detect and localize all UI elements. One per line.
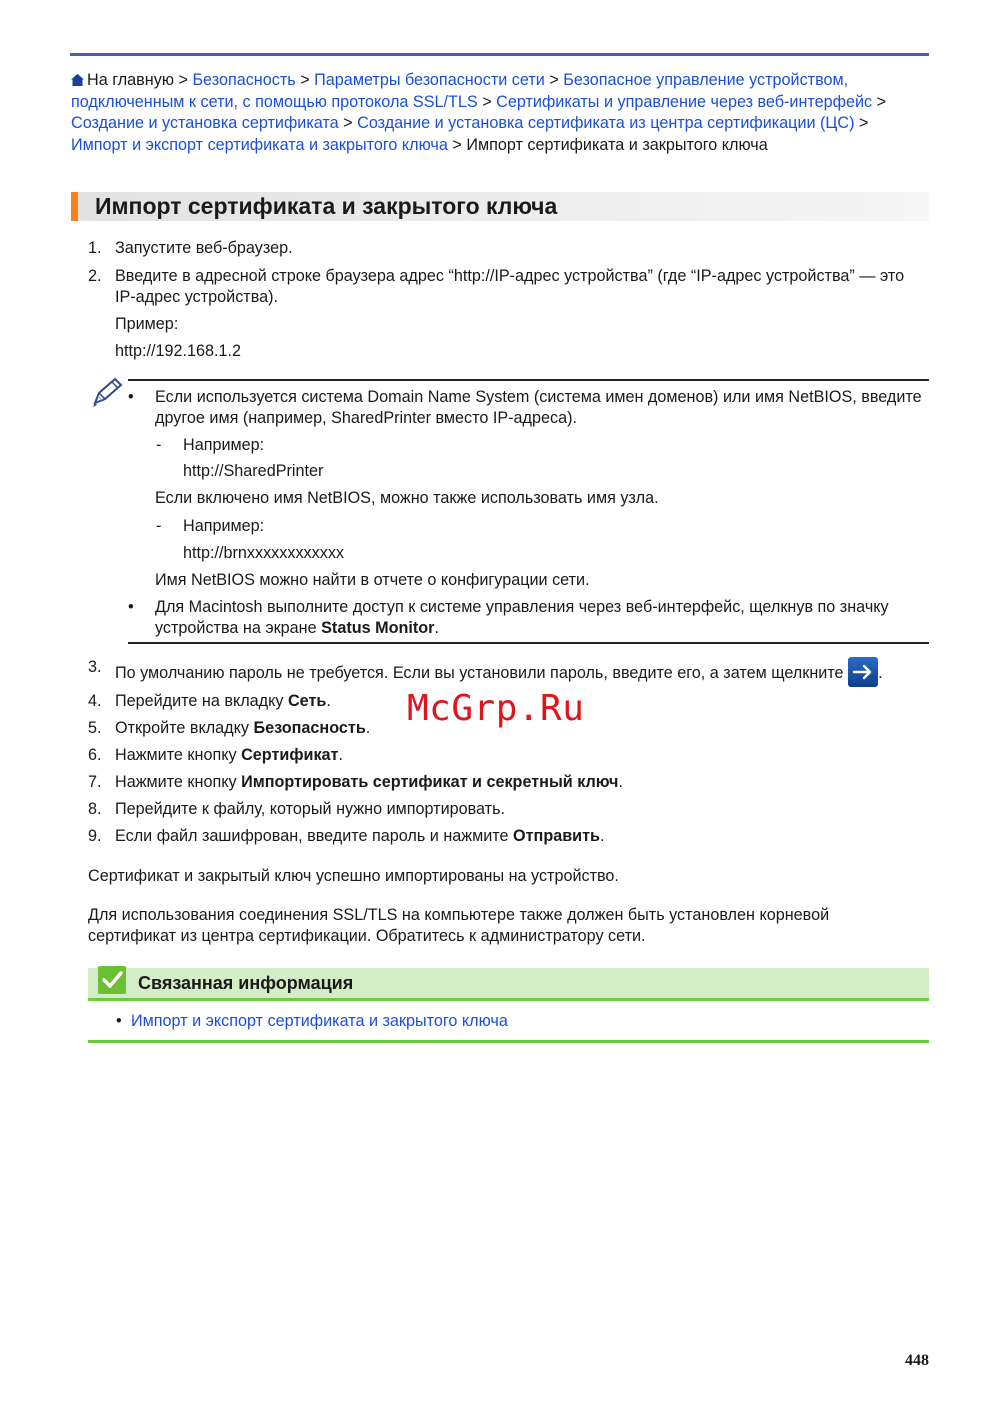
watermark: McGrp.Ru <box>407 688 585 729</box>
breadcrumb-separator: > <box>858 114 869 132</box>
breadcrumb-current: Импорт сертификата и закрытого ключа <box>466 135 768 154</box>
related-info-end-rule <box>88 1040 929 1043</box>
example-url: http://192.168.1.2 <box>115 342 242 360</box>
submit-button-label: Отправить <box>513 827 600 845</box>
step-text: Перейдите к файлу, который нужно импортировать. <box>115 800 506 818</box>
breadcrumb-link-security[interactable]: Безопасность <box>192 71 296 89</box>
step-number: 6. <box>88 746 102 764</box>
note-bullet-1: Если используется система Domain Name System (система имен доменов) или имя NetBIOS, введите другое имя (например, SharedPrinter вместо IP-адреса). <box>155 388 922 427</box>
related-link-import-export[interactable]: Импорт и экспорт сертификата и закрытого ключа <box>131 1012 508 1030</box>
submit-arrow-button[interactable] <box>848 657 878 687</box>
note-example-label-1: Например: <box>183 436 265 454</box>
breadcrumb-separator: > <box>876 92 887 111</box>
note-example-label-2: Например: <box>183 517 265 535</box>
step-text-end: . <box>326 692 331 710</box>
step-number: 9. <box>88 827 102 845</box>
step-text-end: . <box>618 773 623 791</box>
checkmark-icon <box>98 966 126 994</box>
breadcrumb-link-create-install[interactable]: Создание и установка сертификата <box>71 114 339 132</box>
note-bullet-2-end: . <box>434 619 439 637</box>
breadcrumb-link-import-export[interactable]: Импорт и экспорт сертификата и закрытого ключа <box>71 135 448 154</box>
related-info-title: Связанная информация <box>138 973 354 993</box>
step-number: 5. <box>88 719 102 737</box>
breadcrumb-link-network-security[interactable]: Параметры безопасности сети <box>314 71 545 89</box>
note-find-text: Имя NetBIOS можно найти в отчете о конфигурации сети. <box>155 571 590 589</box>
step-number: 3. <box>88 658 102 676</box>
step-number: 7. <box>88 773 102 791</box>
home-icon <box>71 74 84 86</box>
security-tab-label: Безопасность <box>253 719 366 737</box>
note-dash: - <box>156 517 162 535</box>
title-accent <box>71 192 78 221</box>
note-bullet: • <box>128 598 134 616</box>
pencil-icon <box>90 376 124 410</box>
result-text: Сертификат и закрытый ключ успешно импортированы на устройство. <box>88 867 619 885</box>
breadcrumb <box>71 70 929 156</box>
status-monitor-label: Status Monitor <box>321 619 435 637</box>
network-tab-label: Сеть <box>287 692 327 710</box>
step-text: По умолчанию пароль не требуется. Если вы установили пароль, введите его, а затем щелкните <box>115 664 844 682</box>
breadcrumb-home: На главную <box>87 71 174 89</box>
page-title-bar <box>71 192 929 221</box>
note-bullet: • <box>128 388 134 406</box>
breadcrumb-separator: > <box>452 135 462 154</box>
note-bullet-2 <box>155 597 925 639</box>
breadcrumb-separator: > <box>482 92 492 111</box>
breadcrumb-separator: > <box>300 71 310 89</box>
step-number: 1. <box>88 239 102 257</box>
step-number: 4. <box>88 692 102 710</box>
note-netbios-text: Если включено имя NetBIOS, можно также использовать имя узла. <box>155 489 659 507</box>
breadcrumb-separator: > <box>178 71 188 89</box>
example-label: Пример: <box>115 315 179 333</box>
step-text: Откройте вкладку <box>115 719 254 737</box>
arrow-right-icon <box>851 660 875 684</box>
step-text-end: . <box>338 746 343 764</box>
step-number: 2. <box>88 267 102 285</box>
related-bullet: • <box>116 1012 122 1030</box>
step-text-end: . <box>365 719 371 737</box>
step-text: Запустите веб-браузер. <box>115 239 293 257</box>
breadcrumb-separator: > <box>343 114 353 132</box>
ssl-info-text: Для использования соединения SSL/TLS на компьютере также должен быть установлен корневой сертификат из центра сертификации. Обратитесь к администратору сети. <box>88 906 830 945</box>
step-text: Если файл зашифрован, введите пароль и нажмите <box>115 827 514 845</box>
breadcrumb-link-ssl-management[interactable]: Безопасное управление устройством, подключенным к сети, с помощью протокола SSL/TLS <box>71 71 849 111</box>
top-rule <box>70 53 929 56</box>
step-text: Перейдите на вкладку <box>115 692 288 710</box>
related-info-rule <box>88 998 929 1001</box>
note-bullet-2-text: Для Macintosh выполните доступ к системе управления через веб-интерфейс, щелкнув по значку устройства на экране <box>155 598 889 637</box>
step-text-end: . <box>600 827 605 845</box>
note-example-url-1: http://SharedPrinter <box>183 462 324 480</box>
step-text: Нажмите кнопку <box>115 746 242 764</box>
import-button-label: Импортировать сертификат и секретный ключ <box>241 773 619 791</box>
certificate-button-label: Сертификат <box>241 746 339 764</box>
note-bottom-rule <box>128 642 929 644</box>
step-text: Введите в адресной строке браузера адрес “http://IP-адрес устройства” (где “IP-адрес устройства” — это IP-адрес устройства). <box>115 267 905 306</box>
breadcrumb-separator: > <box>549 71 559 89</box>
breadcrumb-link-ca-certificate[interactable]: Создание и установка сертификата из центра сертификации (ЦС) <box>357 114 855 132</box>
step-text: Нажмите кнопку <box>115 773 242 791</box>
note-example-url-2: http://brnxxxxxxxxxxxx <box>183 544 345 562</box>
note-top-rule <box>128 379 929 381</box>
step-text-end: . <box>878 664 883 682</box>
page-number: 448 <box>905 1352 929 1369</box>
breadcrumb-link-certificates[interactable]: Сертификаты и управление через веб-интерфейс <box>496 92 873 111</box>
step-number: 8. <box>88 800 102 818</box>
page-title: Импорт сертификата и закрытого ключа <box>95 193 558 219</box>
note-dash: - <box>156 436 162 454</box>
